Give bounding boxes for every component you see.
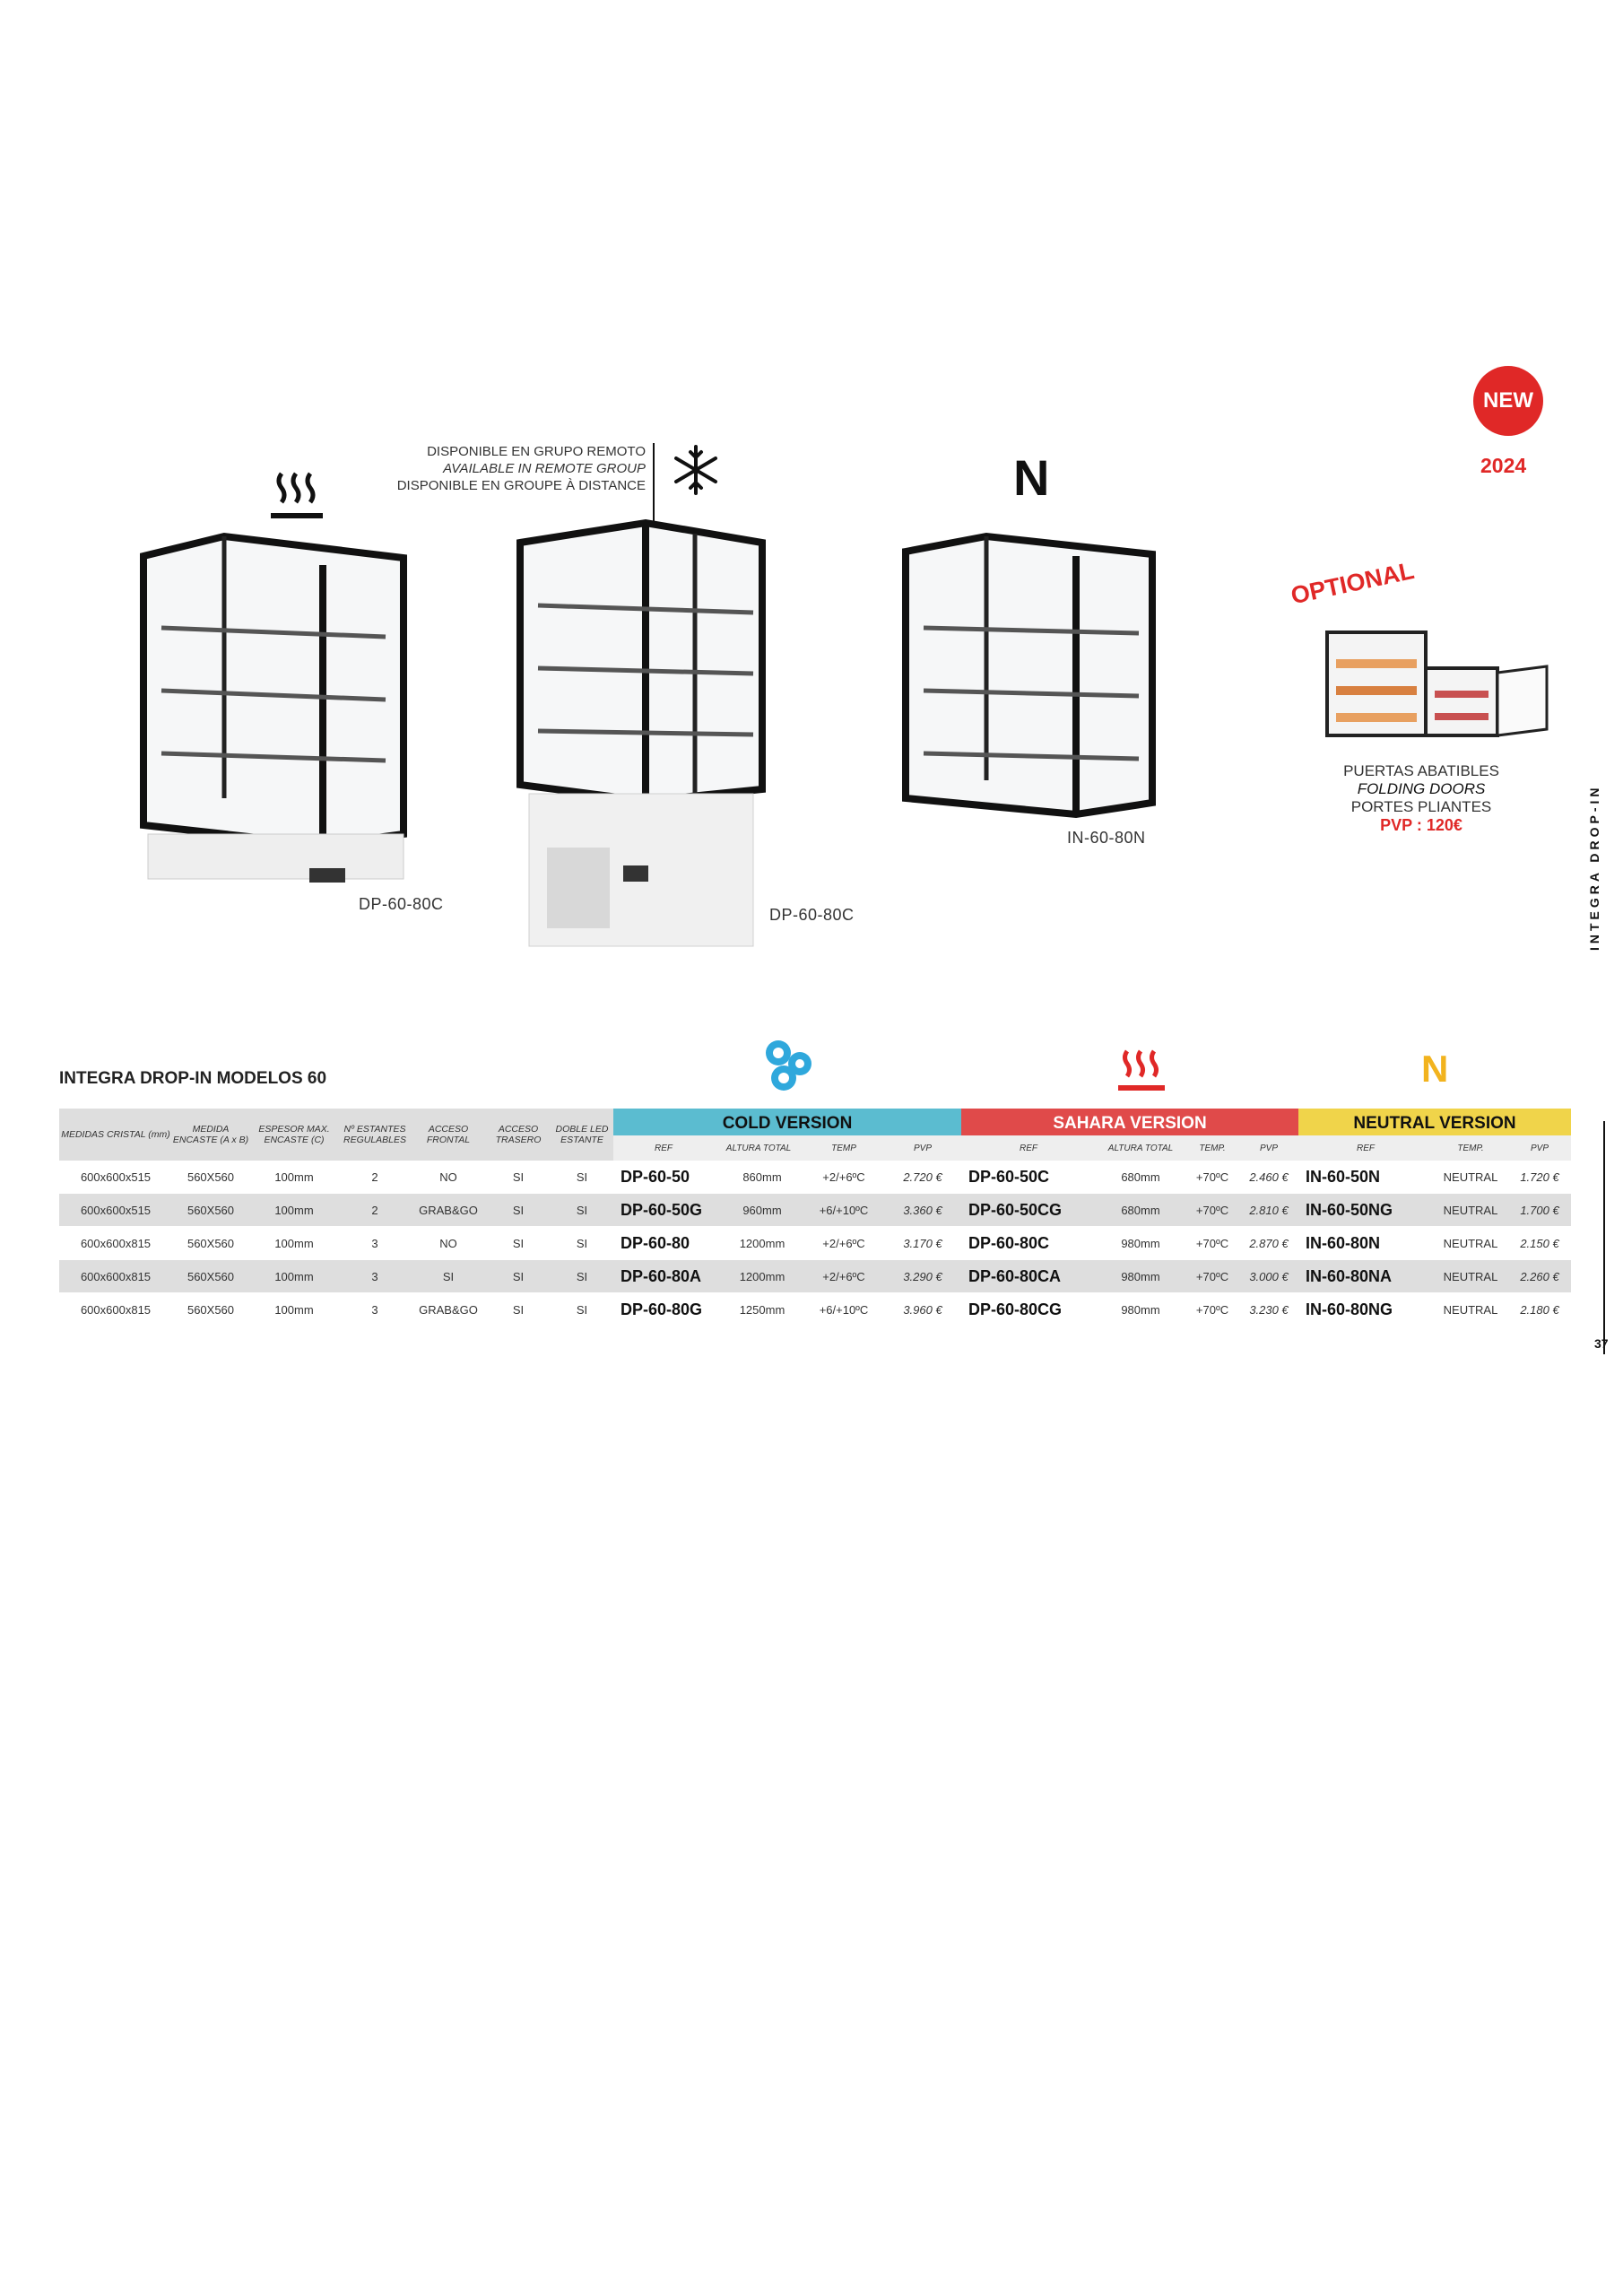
cell-sahara-temp: +70ºC	[1195, 1170, 1229, 1184]
cell-medidas: 600x600x815	[80, 1236, 152, 1250]
cell-neutral-pvp: 2.150 €	[1520, 1236, 1559, 1250]
cell-sahara-pvp: 2.810 €	[1249, 1203, 1289, 1217]
cell-led: SI	[576, 1302, 588, 1317]
cell-cold-pvp: 3.360 €	[903, 1203, 942, 1217]
cell-sahara-pvp: 2.870 €	[1249, 1236, 1289, 1250]
cell-cold-ref: DP-60-80	[621, 1233, 690, 1252]
optional-price: PVP : 120€	[1380, 816, 1462, 834]
cell-frontal: NO	[439, 1236, 457, 1250]
optional-line-es: PUERTAS ABATIBLES	[1343, 762, 1499, 779]
cell-cold-ref: DP-60-50	[621, 1167, 690, 1186]
cell-estantes: 2	[371, 1170, 378, 1184]
cell-medidas: 600x600x515	[80, 1203, 152, 1217]
cell-trasero: SI	[512, 1203, 525, 1217]
snowflake-icon	[669, 443, 723, 497]
cold-sub-altura: ALTURA TOTAL	[725, 1143, 792, 1153]
cell-sahara-temp: +70ºC	[1195, 1203, 1229, 1217]
neutral-subheader	[1298, 1135, 1571, 1161]
cell-estantes: 3	[371, 1236, 378, 1250]
cell-sahara-altura: 980mm	[1121, 1302, 1160, 1317]
cold-subheader	[613, 1135, 961, 1161]
header-acceso-frontal: ACCESO FRONTAL	[411, 1109, 486, 1161]
sahara-version-icon	[1116, 1046, 1167, 1092]
sahara-version-header: SAHARA VERSION	[961, 1109, 1298, 1139]
table-row	[59, 1161, 1571, 1193]
cell-medidas: 600x600x815	[80, 1302, 152, 1317]
cell-cold-altura: 1250mm	[739, 1302, 785, 1317]
cell-cold-temp: +2/+6ºC	[822, 1170, 865, 1184]
cell-trasero: SI	[512, 1269, 525, 1283]
sahara-sub-pvp: PVP	[1259, 1143, 1278, 1153]
cell-led: SI	[576, 1236, 588, 1250]
neutral-sub-ref: REF	[1357, 1143, 1375, 1153]
model-label-3: IN-60-80N	[1067, 829, 1146, 847]
cell-led: SI	[576, 1170, 588, 1184]
cell-neutral-pvp: 1.700 €	[1520, 1203, 1559, 1217]
sahara-sub-altura: ALTURA TOTAL	[1107, 1143, 1174, 1153]
cell-sahara-ref: DP-60-80CG	[968, 1300, 1063, 1318]
cell-led: SI	[576, 1269, 588, 1283]
side-divider	[1603, 1121, 1605, 1354]
cold-sub-ref: REF	[655, 1143, 673, 1153]
cell-sahara-altura: 680mm	[1121, 1170, 1160, 1184]
table-row	[59, 1194, 1571, 1226]
cell-sahara-pvp: 2.460 €	[1249, 1170, 1289, 1184]
cell-cold-pvp: 3.290 €	[903, 1269, 942, 1283]
table-row	[59, 1260, 1571, 1292]
cell-cold-pvp: 3.170 €	[903, 1236, 942, 1250]
remote-note-es: DISPONIBLE EN GRUPO REMOTO	[427, 444, 646, 459]
cell-cold-altura: 1200mm	[739, 1269, 785, 1283]
cold-version-header: COLD VERSION	[613, 1109, 961, 1139]
cell-cold-altura: 1200mm	[739, 1236, 785, 1250]
cell-trasero: SI	[512, 1302, 525, 1317]
cell-neutral-pvp: 2.260 €	[1520, 1269, 1559, 1283]
cell-trasero: SI	[512, 1170, 525, 1184]
optional-line-en: FOLDING DOORS	[1357, 780, 1486, 797]
header-medida-encaste: MEDIDA ENCASTE (A x B)	[172, 1109, 249, 1161]
new-badge-label: NEW	[1483, 388, 1533, 413]
remote-group-note	[386, 443, 646, 494]
cell-cold-altura: 860mm	[742, 1170, 782, 1184]
cell-sahara-ref: DP-60-80C	[968, 1233, 1050, 1252]
new-badge-year: 2024	[1480, 454, 1527, 477]
cell-encaste: 560X560	[187, 1203, 235, 1217]
cell-espesor: 100mm	[274, 1302, 314, 1317]
cell-sahara-temp: +70ºC	[1195, 1236, 1229, 1250]
cell-neutral-ref: IN-60-50NG	[1306, 1200, 1393, 1219]
heat-icon	[269, 466, 325, 520]
cold-sub-pvp: PVP	[913, 1143, 932, 1153]
remote-note-en: AVAILABLE IN REMOTE GROUP	[443, 461, 646, 476]
header-estantes: Nº ESTANTES REGULABLES	[339, 1109, 411, 1161]
new-badge	[1473, 366, 1543, 436]
neutral-version-icon: N	[1421, 1048, 1449, 1090]
neutral-sub-temp: TEMP.	[1457, 1143, 1484, 1153]
cell-espesor: 100mm	[274, 1203, 314, 1217]
header-espesor: ESPESOR MAX. ENCASTE (C)	[249, 1109, 339, 1161]
neutral-version-header: NEUTRAL VERSION	[1298, 1109, 1571, 1139]
cell-led: SI	[576, 1203, 588, 1217]
cold-sub-temp: TEMP	[831, 1143, 856, 1153]
sahara-subheader	[961, 1135, 1298, 1161]
cell-medidas: 600x600x515	[80, 1170, 152, 1184]
cell-frontal: GRAB&GO	[419, 1203, 478, 1217]
cell-encaste: 560X560	[187, 1236, 235, 1250]
cell-cold-temp: +2/+6ºC	[822, 1236, 865, 1250]
cold-version-icon	[762, 1037, 816, 1098]
model-label-2: DP-60-80C	[769, 906, 855, 924]
header-acceso-trasero: ACCESO TRASERO	[486, 1109, 551, 1161]
cell-cold-ref: DP-60-50G	[621, 1200, 703, 1219]
cell-sahara-pvp: 3.000 €	[1249, 1269, 1289, 1283]
neutral-symbol: N	[1013, 449, 1050, 506]
cell-sahara-altura: 980mm	[1121, 1236, 1160, 1250]
cell-cold-temp: +6/+10ºC	[819, 1302, 869, 1317]
cell-espesor: 100mm	[274, 1269, 314, 1283]
cell-neutral-temp: NEUTRAL	[1443, 1302, 1498, 1317]
cell-cold-ref: DP-60-80G	[621, 1300, 703, 1318]
cell-neutral-ref: IN-60-80NG	[1306, 1300, 1393, 1318]
page-number: 37	[1594, 1336, 1609, 1351]
sahara-sub-temp: TEMP.	[1199, 1143, 1226, 1153]
cell-encaste: 560X560	[187, 1269, 235, 1283]
side-section-label: INTEGRA DROP-IN	[1587, 784, 1601, 951]
cell-sahara-ref: DP-60-50CG	[968, 1200, 1063, 1219]
cell-neutral-pvp: 2.180 €	[1520, 1302, 1559, 1317]
table-title: INTEGRA DROP-IN MODELOS 60	[59, 1069, 327, 1088]
cell-neutral-ref: IN-60-80NA	[1306, 1266, 1393, 1285]
table-row	[59, 1293, 1571, 1326]
cell-sahara-pvp: 3.230 €	[1249, 1302, 1289, 1317]
cell-frontal: NO	[439, 1170, 457, 1184]
optional-title: OPTIONAL	[1289, 556, 1417, 610]
cell-estantes: 3	[371, 1302, 378, 1317]
cell-cold-temp: +6/+10ºC	[819, 1203, 869, 1217]
optional-folding-doors-image	[1309, 623, 1569, 758]
cell-sahara-altura: 680mm	[1121, 1203, 1160, 1217]
product-image-dp-60-80c-heated	[135, 529, 421, 897]
optional-line-fr: PORTES PLIANTES	[1350, 798, 1492, 815]
cell-estantes: 2	[371, 1203, 378, 1217]
cell-sahara-temp: +70ºC	[1195, 1302, 1229, 1317]
cell-medidas: 600x600x815	[80, 1269, 152, 1283]
cell-neutral-pvp: 1.720 €	[1520, 1170, 1559, 1184]
cell-cold-temp: +2/+6ºC	[822, 1269, 865, 1283]
cell-cold-pvp: 3.960 €	[903, 1302, 942, 1317]
cell-cold-ref: DP-60-80A	[621, 1266, 702, 1285]
cell-cold-pvp: 2.720 €	[903, 1170, 942, 1184]
cell-neutral-temp: NEUTRAL	[1443, 1170, 1498, 1184]
cell-sahara-temp: +70ºC	[1195, 1269, 1229, 1283]
product-image-in-60-80n	[897, 529, 1166, 825]
cell-frontal: GRAB&GO	[419, 1302, 478, 1317]
neutral-sub-pvp: PVP	[1530, 1143, 1549, 1153]
cell-neutral-ref: IN-60-50N	[1306, 1167, 1381, 1186]
cell-estantes: 3	[371, 1269, 378, 1283]
cell-trasero: SI	[512, 1236, 525, 1250]
cell-frontal: SI	[442, 1269, 455, 1283]
cell-espesor: 100mm	[274, 1236, 314, 1250]
cell-encaste: 560X560	[187, 1302, 235, 1317]
cell-sahara-altura: 980mm	[1121, 1269, 1160, 1283]
cell-espesor: 100mm	[274, 1170, 314, 1184]
sahara-sub-ref: REF	[1020, 1143, 1037, 1153]
optional-description	[1318, 762, 1524, 834]
header-medidas-cristal: MEDIDAS CRISTAL (mm)	[59, 1109, 172, 1161]
remote-note-fr: DISPONIBLE EN GROUPE À DISTANCE	[396, 478, 646, 493]
cell-cold-altura: 960mm	[742, 1203, 782, 1217]
cell-sahara-ref: DP-60-50C	[968, 1167, 1050, 1186]
header-doble-led: DOBLE LED ESTANTE	[551, 1109, 613, 1161]
cell-neutral-ref: IN-60-80N	[1306, 1233, 1381, 1252]
cell-neutral-temp: NEUTRAL	[1443, 1269, 1498, 1283]
cell-neutral-temp: NEUTRAL	[1443, 1236, 1498, 1250]
cell-neutral-temp: NEUTRAL	[1443, 1203, 1498, 1217]
table-row	[59, 1227, 1571, 1259]
cell-sahara-ref: DP-60-80CA	[968, 1266, 1062, 1285]
cell-encaste: 560X560	[187, 1170, 235, 1184]
product-image-dp-60-80c-remote	[511, 516, 780, 955]
model-label-1: DP-60-80C	[359, 895, 444, 913]
